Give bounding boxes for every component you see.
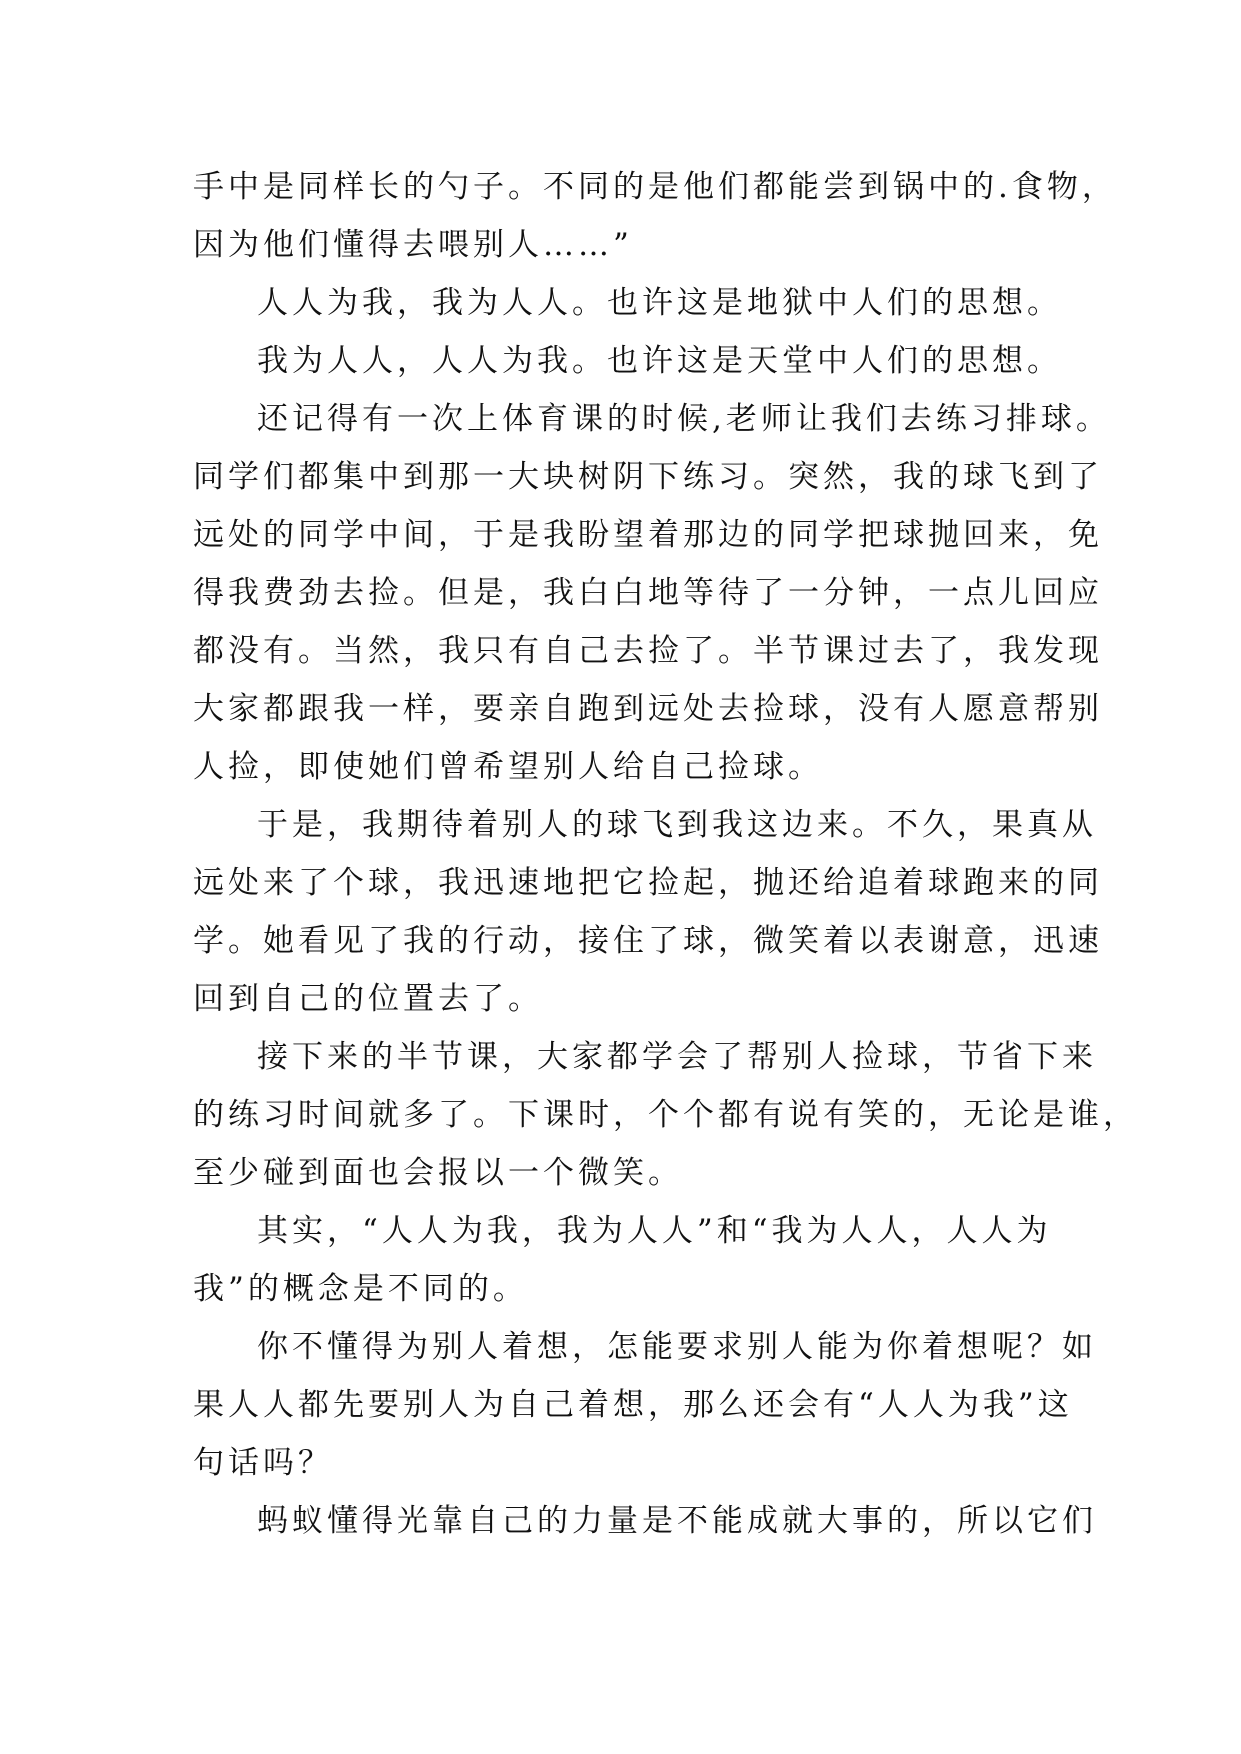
text-line: 蚂蚁懂得光靠自己的力量是不能成就大事的，所以它们 <box>257 1503 1097 1539</box>
text-line: 的练习时间就多了。下课时，个个都有说有笑的，无论是谁， <box>193 1097 1138 1133</box>
text-line: 远处的同学中间，于是我盼望着那边的同学把球抛回来，免 <box>193 517 1103 553</box>
text-line: 我为人人，人人为我。也许这是天堂中人们的思想。 <box>257 343 1062 379</box>
text-line: 学。她看见了我的行动，接住了球，微笑着以表谢意，迅速 <box>193 923 1103 959</box>
text-line: 至少碰到面也会报以一个微笑。 <box>193 1155 683 1191</box>
document-body <box>193 158 1138 1550</box>
text-line: 人人为我，我为人人。也许这是地狱中人们的思想。 <box>257 285 1062 321</box>
text-line: 接下来的半节课，大家都学会了帮别人捡球，节省下来 <box>257 1039 1097 1075</box>
text-line: 手中是同样长的勺子。不同的是他们都能尝到锅中的.食物， <box>193 169 1117 205</box>
text-line: 果人人都先要别人为自己着想，那么还会有“人人为我”这 <box>193 1387 1073 1423</box>
text-line: 都没有。当然，我只有自己去捡了。半节课过去了，我发现 <box>193 633 1103 669</box>
text-line: 句话吗？ <box>193 1445 333 1481</box>
text-line: 因为他们懂得去喂别人……” <box>193 227 633 263</box>
text-line: 同学们都集中到那一大块树阴下练习。突然，我的球飞到了 <box>193 459 1103 495</box>
text-line: 于是，我期待着别人的球飞到我这边来。不久，果真从 <box>257 807 1097 843</box>
text-line: 得我费劲去捡。但是，我白白地等待了一分钟，一点儿回应 <box>193 575 1103 611</box>
text-line: 其实，“人人为我，我为人人”和“我为人人，人人为 <box>257 1213 1052 1249</box>
text-line: 你不懂得为别人着想，怎能要求别人能为你着想呢？如 <box>257 1329 1097 1365</box>
text-line: 回到自己的位置去了。 <box>193 981 543 1017</box>
text-line: 还记得有一次上体育课的时候,老师让我们去练习排球。 <box>257 401 1111 437</box>
text-line: 我”的概念是不同的。 <box>193 1271 528 1307</box>
text-line: 远处来了个球，我迅速地把它捡起，抛还给追着球跑来的同 <box>193 865 1103 901</box>
text-line: 人捡，即使她们曾希望别人给自己捡球。 <box>193 749 823 785</box>
text-line: 大家都跟我一样，要亲自跑到远处去捡球，没有人愿意帮别 <box>193 691 1103 727</box>
